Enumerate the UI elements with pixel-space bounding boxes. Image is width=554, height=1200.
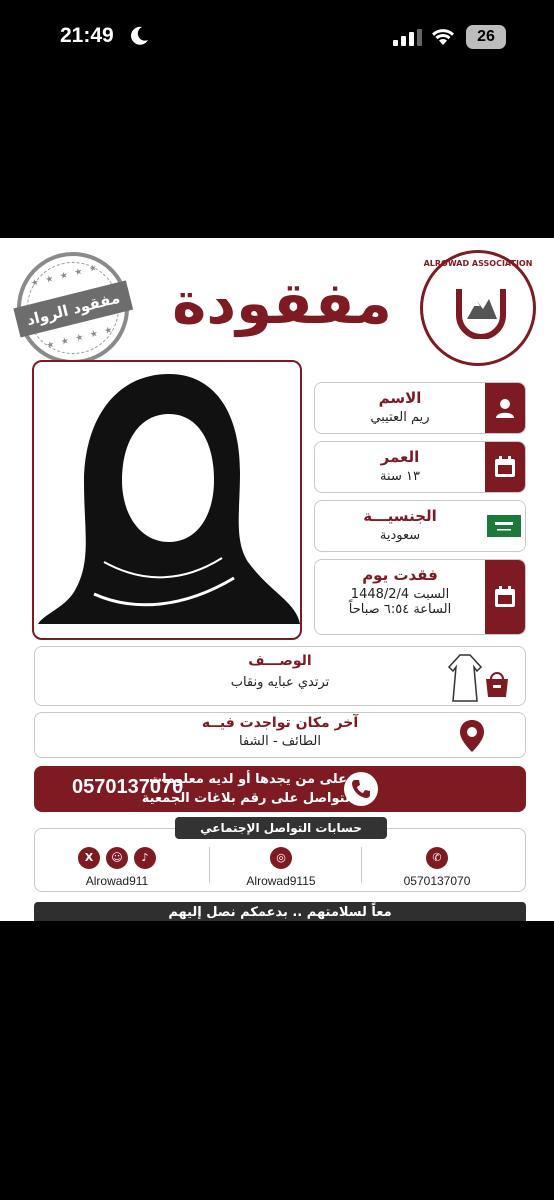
- battery-indicator: 26: [466, 25, 506, 49]
- description-value: ترتدي عبايه ونقاب: [230, 675, 330, 690]
- missing-person-photo: [32, 360, 302, 640]
- hijab-silhouette-icon: [34, 362, 302, 640]
- name-label: الاسم: [378, 389, 422, 407]
- missing-stamp: [5, 240, 141, 376]
- x-twitter-icon: X: [78, 847, 100, 869]
- poster-headline: مفقودة: [172, 269, 392, 337]
- nationality-value: سعودية: [379, 528, 421, 543]
- age-card: [314, 441, 526, 493]
- logo-text: ALROWAD ASSOCIATION: [423, 259, 533, 268]
- calendar-icon-box: [485, 442, 525, 492]
- abaya-icon: [447, 653, 483, 703]
- calendar-icon: [494, 456, 516, 478]
- saudi-flag-icon: [487, 515, 521, 537]
- last-seen-value: الطائف - الشفا: [239, 734, 321, 749]
- handbag-icon: [483, 669, 511, 699]
- whatsapp-icon: ✆: [426, 847, 448, 869]
- missing-person-poster[interactable]: [0, 238, 554, 921]
- contact-phone-number: 0570137070: [72, 776, 184, 798]
- clock-time: 21:49: [60, 24, 114, 47]
- stamp-stars-bottom: ★ ★ ★ ★ ★: [45, 324, 116, 352]
- missing-since-time: الساعة ٦:٥٤ صباحاً: [348, 602, 452, 617]
- missing-since-card: [314, 559, 526, 635]
- stamp-stars-top: ★ ★ ★ ★ ★: [29, 262, 101, 290]
- social-middle: [199, 847, 363, 888]
- social-right: [355, 847, 519, 888]
- cellular-signal-icon: [393, 29, 423, 46]
- description-label: الوصـــف: [248, 653, 312, 669]
- person-icon: [494, 397, 516, 419]
- last-seen-card: [34, 712, 526, 758]
- name-card: [314, 382, 526, 434]
- instagram-icon: ◎: [270, 847, 292, 869]
- snapchat-icon: ☺: [106, 847, 128, 869]
- status-bar: [0, 0, 554, 80]
- description-card: [34, 646, 526, 706]
- age-label: العمر: [380, 448, 420, 466]
- footer-slogan: معاً لسلامتهم .. بدعمكم نصل إليهم: [34, 902, 526, 921]
- last-seen-label: آخر مكان تواجدت فيــه: [201, 715, 359, 731]
- location-pin-icon: [459, 719, 485, 753]
- flag-icon-box: [485, 501, 525, 551]
- stamp-label: مفقود الرواد: [13, 280, 133, 337]
- wifi-icon: [430, 27, 456, 47]
- mountain-logo-icon: [451, 279, 511, 339]
- association-logo: [420, 250, 536, 366]
- person-icon-box: [485, 383, 525, 433]
- calendar-icon-box-2: [485, 560, 525, 634]
- age-value: ١٣ سنة: [380, 469, 420, 484]
- nationality-label: الجنسيـــة: [363, 507, 437, 525]
- nationality-card: [314, 500, 526, 552]
- missing-since-label: فقدت يوم: [362, 566, 438, 584]
- calendar-icon: [494, 586, 516, 608]
- contact-message: [122, 770, 374, 808]
- social-left: [35, 847, 199, 888]
- tiktok-icon: ♪: [134, 847, 156, 869]
- name-value: ريم العتيبي: [370, 410, 430, 425]
- contact-message-line2: التواصل على رقم بلاغات الجمعية: [141, 791, 355, 806]
- social-title: حسابات التواصل الإجتماعي: [175, 817, 387, 839]
- contact-message-line1: على من يجدها أو لديه معلومات: [149, 772, 347, 787]
- moon-icon: [128, 25, 150, 47]
- contact-bar: [34, 766, 526, 812]
- right-handle: 0570137070: [403, 874, 471, 888]
- missing-since-date: السبت 1448/2/4: [350, 587, 450, 602]
- middle-handle: Alrowad9115: [246, 874, 316, 888]
- left-handle: Alrowad911: [85, 874, 149, 888]
- social-accounts-card: [34, 821, 526, 892]
